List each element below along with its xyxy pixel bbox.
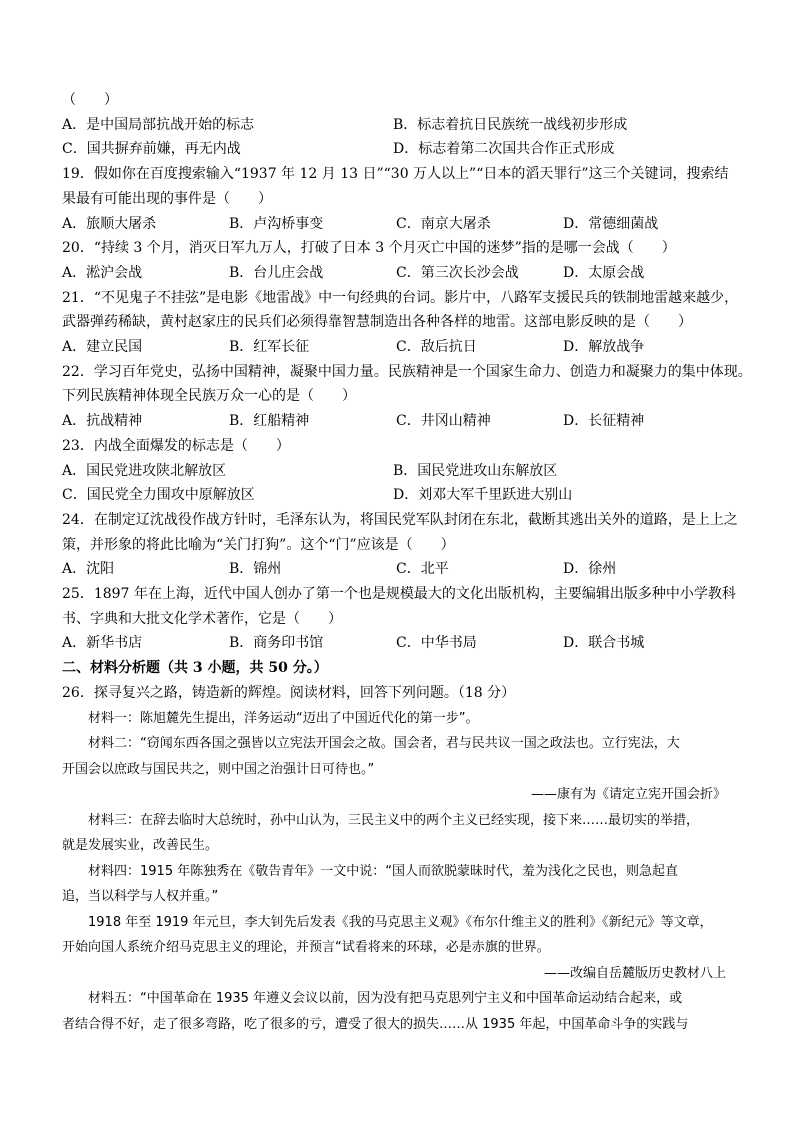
q25-stem: 25．1897 年在上海，近代中国人创办了第一个也是规模最大的文化出版机构，主要编辑出版多种中小学教科: [62, 586, 736, 603]
q22-option-d[interactable]: D．长征精神: [563, 413, 645, 430]
q19-stem: 19．假如你在百度搜索输入“1937 年 12 月 13 日”“30 万人以上”“日本的滔天罪行”这三个关键词，搜索结: [62, 166, 729, 183]
q22-stem: 22．学习百年党史，弘扬中国精神，凝聚中国力量。民族精神是一个国家生命力、创造力和凝聚力的集中体现。: [62, 363, 752, 380]
q24-options: [62, 557, 732, 582]
q23-option-d[interactable]: D．刘邓大军千里跃进大别山: [393, 487, 573, 504]
q21-option-c[interactable]: C．敌后抗日: [396, 339, 477, 356]
q26-material-4-para2-cont: 开始向国人系统介绍马克思主义的理论，并预言“试看将来的环球，必是赤旗的世界。: [62, 940, 550, 956]
q18-option-c[interactable]: C．国共摒弃前嫌，再无内战: [62, 141, 241, 158]
q26-stem: 26．探寻复兴之路，铸造新的辉煌。阅读材料，回答下列问题。（18 分）: [62, 685, 516, 702]
q26-material-2: 材料二：“窃闻东西各国之强皆以立宪法开国会之故。国会者，君与民共议一国之政法也。立行宪法，大: [88, 736, 680, 752]
q24-option-b[interactable]: B．锦州: [229, 561, 282, 578]
q19-options: [62, 212, 732, 237]
q22-options: [62, 409, 732, 434]
q26-material-4-source: ——改编自岳麓版历史教材八上: [543, 965, 726, 981]
q21-option-d[interactable]: D．解放战争: [563, 339, 645, 356]
q22-option-c[interactable]: C．井冈山精神: [396, 413, 491, 430]
q26-material-4-cont: 追，当以科学与人权并重。”: [62, 889, 219, 905]
q21-options: [62, 335, 732, 360]
q26-material-5: 材料五：“中国革命在 1935 年遵义会议以前，因为没有把马克思列宁主义和中国革命运动结合起来，或: [88, 991, 683, 1007]
q25-option-b[interactable]: B．商务印书馆: [229, 635, 324, 652]
q21-option-a[interactable]: A．建立民国: [62, 339, 143, 356]
q18-option-b[interactable]: B．标志着抗日民族统一战线初步形成: [393, 116, 628, 133]
q20-option-b[interactable]: B．台儿庄会战: [229, 264, 324, 281]
q24-option-a[interactable]: A．沈阳: [62, 561, 115, 578]
q26-material-4-para2: 1918 年至 1919 年元旦，李大钊先后发表《我的马克思主义观》《布尔什维主义的胜利》《新纪元》等文章，: [88, 914, 713, 930]
q21-stem-cont: 武器弹药稀缺，黄村赵家庄的民兵们必须得靠智慧制造出各种各样的地雷。这部电影反映的是（ ）: [62, 314, 692, 331]
q22-stem-cont: 下列民族精神体现全民族万众一心的是（ ）: [62, 388, 356, 405]
q24-option-d[interactable]: D．徐州: [563, 561, 617, 578]
q23-options-row1: [62, 459, 732, 484]
q19-option-b[interactable]: B．卢沟桥事变: [229, 215, 324, 232]
q26-material-3-cont: 就是发展实业，改善民生。: [62, 838, 219, 854]
q25-stem-cont: 书、字典和大批文化学术著作，它是（ ）: [62, 610, 342, 627]
q20-stem: 20．“持续 3 个月，消灭日军九万人，打破了日本 3 个月灭亡中国的迷梦”指的是哪一会战（ ）: [62, 240, 676, 257]
q26-material-2-source: ——康有为《请定立宪开国会折》: [530, 787, 726, 803]
q24-stem: 24．在制定辽沈战役作战方针时，毛泽东认为，将国民党军队封闭在东北，截断其逃出关外的道路，是上上之: [62, 511, 738, 528]
q23-options-row2: [62, 483, 732, 508]
q26-material-1: 材料一：陈旭麓先生提出，洋务运动“迈出了中国近代化的第一步”。: [88, 710, 479, 726]
q23-option-b[interactable]: B．国民党进攻山东解放区: [393, 462, 558, 479]
q26-material-2-cont: 开国会以庶政与国民共之，则中国之治强计日可待也。”: [62, 761, 375, 777]
q23-option-c[interactable]: C．国民党全力围攻中原解放区: [62, 487, 255, 504]
q25-option-c[interactable]: C．中华书局: [396, 635, 477, 652]
q25-option-a[interactable]: A．新华书店: [62, 635, 143, 652]
section-heading-material-analysis: 二、材料分析题（共 3 小题，共 50 分。）: [62, 660, 328, 677]
q20-options: [62, 261, 732, 286]
q19-option-a[interactable]: A．旅顺大屠杀: [62, 215, 157, 232]
q19-option-c[interactable]: C．南京大屠杀: [396, 215, 491, 232]
q18-options-row2: [62, 137, 732, 162]
q18-options-row1: [62, 113, 732, 138]
q21-option-b[interactable]: B．红军长征: [229, 339, 310, 356]
q24-option-c[interactable]: C．北平: [396, 561, 449, 578]
q26-material-5-cont: 者结合得不好，走了很多弯路，吃了很多的亏，遭受了很大的损失……从 1935 年起，中国革命斗争的实践与: [62, 1016, 689, 1032]
q23-option-a[interactable]: A．国民党进攻陕北解放区: [62, 462, 227, 479]
q25-option-d[interactable]: D．联合书城: [563, 635, 645, 652]
q18-bracket: （ ）: [62, 92, 118, 108]
q20-option-c[interactable]: C．第三次长沙会战: [396, 264, 519, 281]
q23-stem: 23．内战全面爆发的标志是（ ）: [62, 437, 290, 454]
q24-stem-cont: 策，并形象的将此比喻为“关门打狗”。这个“门”应该是（ ）: [62, 536, 455, 553]
q19-stem-cont: 果最有可能出现的事件是（ ）: [62, 190, 272, 207]
q20-option-d[interactable]: D．太原会战: [563, 264, 645, 281]
q26-material-3: 材料三：在辞去临时大总统时，孙中山认为，三民主义中的两个主义已经实现，接下来……最切实的举措，: [88, 812, 700, 828]
q20-option-a[interactable]: A．淞沪会战: [62, 264, 143, 281]
q19-option-d[interactable]: D．常德细菌战: [563, 215, 659, 232]
q22-option-b[interactable]: B．红船精神: [229, 413, 310, 430]
q25-options: [62, 631, 732, 656]
q18-option-d[interactable]: D．标志着第二次国共合作正式形成: [393, 141, 615, 158]
q26-material-4: 材料四：1915 年陈独秀在《敬告青年》一文中说：“国人而欲脱蒙昧时代，羞为浅化之民也，则急起直: [88, 863, 678, 879]
q21-stem: 21．“不见鬼子不挂弦”是电影《地雷战》中一句经典的台词。影片中，八路军支援民兵的铁制地雷越来越少，: [62, 289, 739, 306]
q22-option-a[interactable]: A．抗战精神: [62, 413, 143, 430]
q18-option-a[interactable]: A．是中国局部抗战开始的标志: [62, 116, 255, 133]
